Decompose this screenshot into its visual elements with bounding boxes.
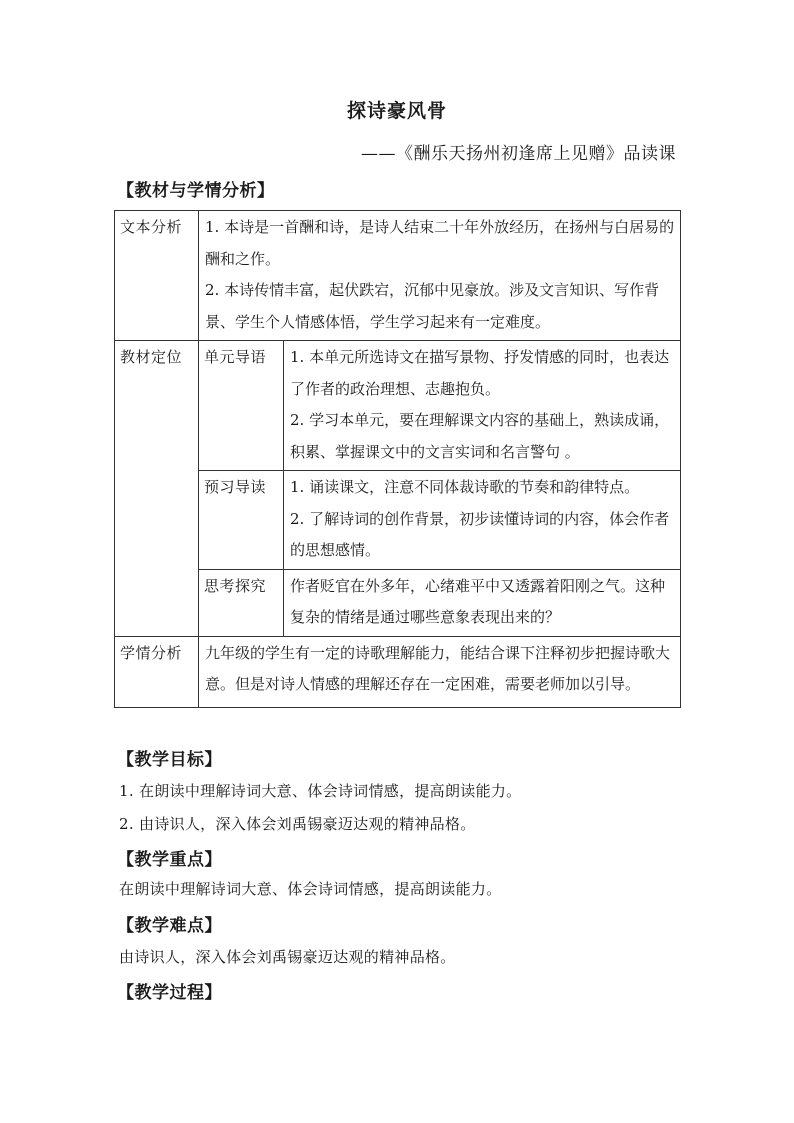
content-line: 1. 本诗是一首酬和诗，是诗人结束二十年外放经历，在扬州与白居易的酬和之作。	[205, 218, 675, 268]
goal-item: 1. 在朗读中理解诗词大意、体会诗词情感，提高朗读能力。	[119, 782, 522, 800]
sub-label-think-explore: 思考探究	[199, 569, 284, 636]
row-label-positioning: 教材定位	[115, 341, 199, 637]
table-row	[115, 636, 681, 707]
content-line: 2. 学习本单元，要在理解课文内容的基础上，熟读成诵，积累、掌握课文中的文言实词和名言警句 。	[290, 411, 670, 461]
section-heading-difficulties: 【教学难点】	[117, 916, 222, 936]
row-label-student-analysis: 学情分析	[115, 636, 199, 707]
analysis-table	[114, 210, 681, 708]
section-heading-analysis: 【教材与学情分析】	[117, 181, 275, 201]
row-label-text-analysis: 文本分析	[115, 211, 199, 341]
table-row	[115, 341, 681, 471]
page-title: 探诗豪风骨	[346, 100, 447, 122]
table-row	[115, 569, 681, 636]
think-explore-content	[284, 569, 681, 636]
sub-label-unit-intro: 单元导语	[199, 341, 284, 471]
content-line: 1. 诵读课文，注意不同体裁诗歌的节奏和韵律特点。	[290, 478, 640, 496]
content-line: 1. 本单元所选诗文在描写景物、抒发情感的同时，也表达了作者的政治理想、志趣抱负。	[290, 348, 670, 398]
section-heading-goals: 【教学目标】	[117, 750, 222, 770]
section-heading-key-points: 【教学重点】	[117, 850, 222, 870]
page-subtitle: ——《酬乐天扬州初逢席上见赠》品读课	[361, 144, 676, 164]
key-points-text: 在朗读中理解诗词大意、体会诗词情感，提高朗读能力。	[119, 880, 502, 898]
goal-item: 2. 由诗识人，深入体会刘禹锡豪迈达观的精神品格。	[119, 815, 476, 833]
table-row	[115, 471, 681, 570]
student-analysis-content	[199, 636, 681, 707]
text-analysis-content	[199, 211, 681, 341]
content-line: 作者贬官在外多年，心绪难平中又透露着阳刚之气。这种复杂的情绪是通过哪些意象表现出来的？	[290, 576, 666, 626]
table-row	[115, 211, 681, 341]
difficulties-text: 由诗识人，深入体会刘禹锡豪迈达观的精神品格。	[119, 948, 456, 966]
section-heading-process: 【教学过程】	[117, 983, 222, 1003]
sub-label-preview-guide: 预习导读	[199, 471, 284, 570]
content-line: 2. 了解诗词的创作背景，初步读懂诗词的内容，体会作者的思想感情。	[290, 509, 670, 559]
content-line: 2. 本诗传情丰富，起伏跌宕，沉郁中见豪放。涉及文言知识、写作背景、学生个人情感体悟，学生学习起来有一定难度。	[205, 281, 660, 331]
unit-intro-content	[284, 341, 681, 471]
content-line: 九年级的学生有一定的诗歌理解能力，能结合课下注释初步把握诗歌大意。但是对诗人情感的理解还存在一定困难，需要老师加以引导。	[205, 643, 671, 693]
preview-guide-content	[284, 471, 681, 570]
